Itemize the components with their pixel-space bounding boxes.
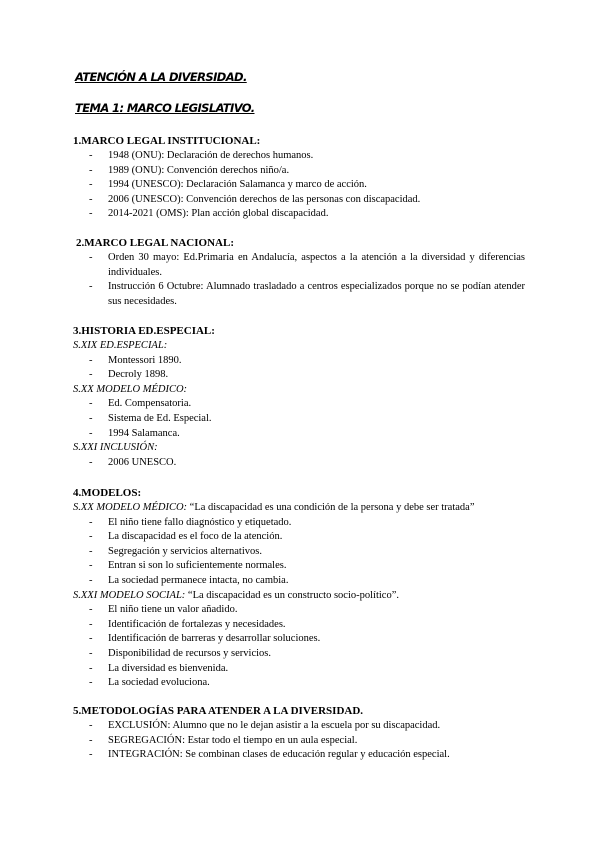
subheading: S.XIX ED.ESPECIAL: <box>73 340 168 351</box>
list-item: - SEGREGACIÓN: Estar todo el tiempo en un aula especial. <box>73 734 533 749</box>
list-item: - La sociedad permanece intacta, no cambia. <box>73 574 533 589</box>
section-4-heading: 4.MODELOS: <box>73 487 142 499</box>
document-title: ATENCIÓN A LA DIVERSIDAD. <box>75 70 247 84</box>
subheading: S.XXI INCLUSIÓN: <box>73 442 158 454</box>
section-4-body <box>73 501 533 691</box>
section-3-body <box>73 339 533 470</box>
subheading: S.XX MODELO MÉDICO: <box>73 383 188 395</box>
list-item: - El niño tiene un valor añadido. <box>73 603 533 618</box>
list-item: - Montessori 1890. <box>73 354 533 369</box>
section-3-heading: 3.HISTORIA ED.ESPECIAL: <box>73 325 215 337</box>
section-1-heading: 1.MARCO LEGAL INSTITUCIONAL: <box>73 135 261 147</box>
section-2-list <box>73 251 533 309</box>
list-item: - 1994 (UNESCO): Declaración Salamanca y marco de acción. <box>73 178 533 193</box>
section-5-heading: 5.METODOLOGÍAS PARA ATENDER A LA DIVERSIDAD. <box>73 705 364 717</box>
document-subtitle: TEMA 1: MARCO LEGISLATIVO. <box>75 101 255 115</box>
subheading: S.XXI MODELO SOCIAL: <box>73 589 186 601</box>
section-1-list <box>73 149 533 222</box>
model-quote: “La discapacidad es un constructo socio-político”. <box>185 589 399 601</box>
list-item: - 2014-2021 (OMS): Plan acción global discapacidad. <box>73 207 533 222</box>
list-item: - Identificación de fortalezas y necesidades. <box>73 618 533 633</box>
list-item: - INTEGRACIÓN: Se combinan clases de educación regular y educación especial. <box>73 748 533 763</box>
section-2-heading: 2.MARCO LEGAL NACIONAL: <box>76 237 234 249</box>
list-item: - Disponibilidad de recursos y servicios. <box>73 647 533 662</box>
list-item: - Entran si son lo suficientemente normales. <box>73 559 533 574</box>
model-line <box>73 589 533 604</box>
list-item: - 1948 (ONU): Declaración de derechos humanos. <box>73 149 533 164</box>
list-item: - Instrucción 6 Octubre: Alumnado trasladado a centros especializados porque no se podían atender sus necesidades. <box>73 280 533 309</box>
list-item: - 2006 UNESCO. <box>73 456 533 471</box>
list-item: - Sistema de Ed. Especial. <box>73 412 533 427</box>
list-item: - Identificación de barreras y desarrollar soluciones. <box>73 632 533 647</box>
list-item: - 1989 (ONU): Convención derechos niño/a. <box>73 164 533 179</box>
list-item: - La sociedad evoluciona. <box>73 676 533 691</box>
list-item: - 1994 Salamanca. <box>73 427 533 442</box>
model-quote: “La discapacidad es una condición de la persona y debe ser tratada” <box>187 502 475 513</box>
model-line <box>73 501 533 516</box>
list-item: - 2006 (UNESCO): Convención derechos de las personas con discapacidad. <box>73 193 533 208</box>
list-item: - Orden 30 mayo: Ed.Primaria en Andalucía, aspectos a la atención a la diversidad y diferencias individuales. <box>73 251 533 280</box>
list-item: - El niño tiene fallo diagnóstico y etiquetado. <box>73 516 533 531</box>
list-item: - La discapacidad es el foco de la atención. <box>73 530 533 545</box>
list-item: - Ed. Compensatoria. <box>73 397 533 412</box>
list-item: - La diversidad es bienvenida. <box>73 662 533 677</box>
subheading: S.XX MODELO MÉDICO: <box>73 502 188 513</box>
section-5-list <box>73 719 533 763</box>
list-item: - EXCLUSIÓN: Alumno que no le dejan asistir a la escuela por su discapacidad. <box>73 719 533 734</box>
list-item: - Decroly 1898. <box>73 368 533 383</box>
list-item: - Segregación y servicios alternativos. <box>73 545 533 560</box>
